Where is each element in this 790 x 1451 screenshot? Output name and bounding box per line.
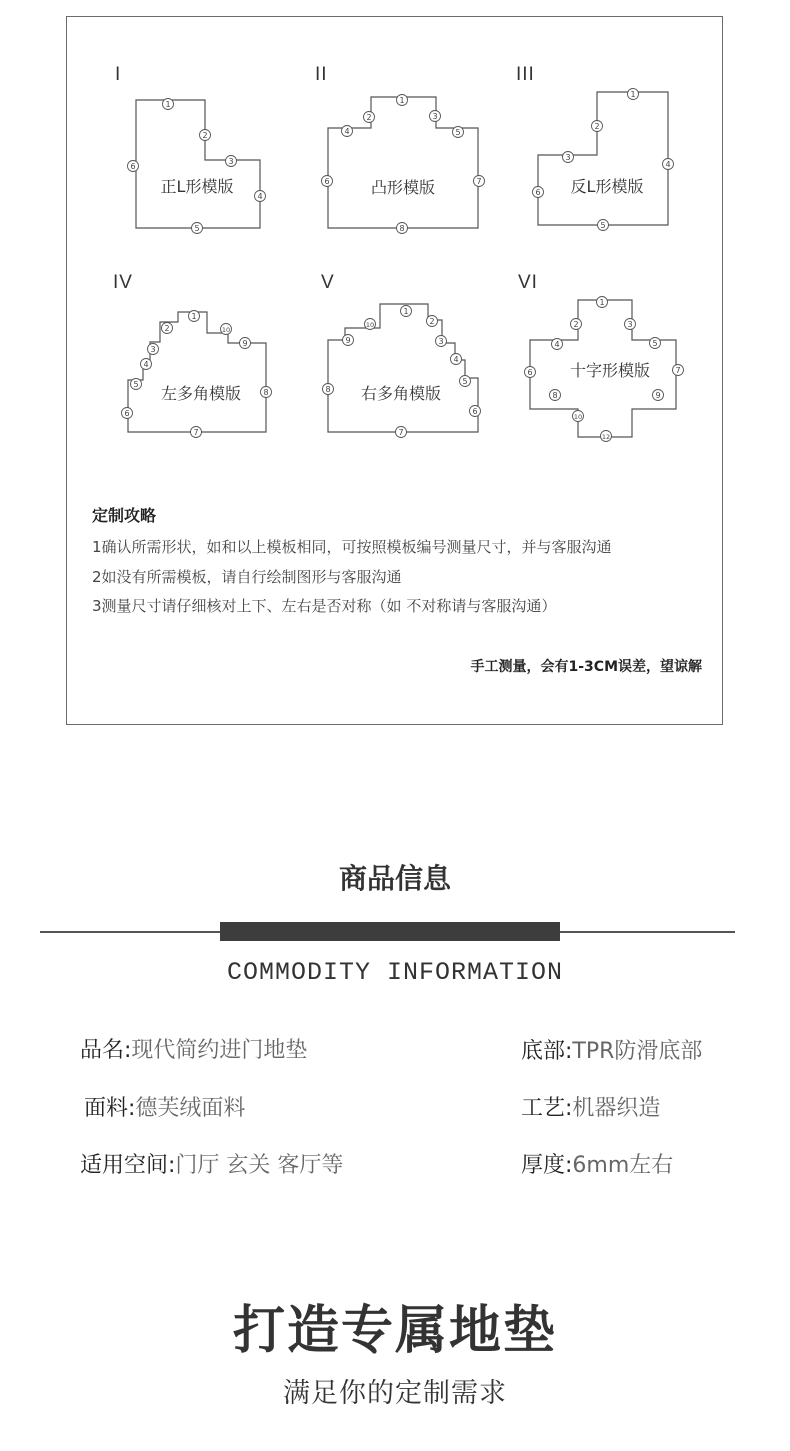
template-3-edge-label: 5 (600, 221, 606, 230)
template-6-edge-label: 10 (573, 413, 583, 421)
template-6-edge-label: 2 (573, 320, 579, 329)
template-6-edge-label: 12 (601, 433, 611, 441)
template-5-edge-label: 9 (345, 336, 351, 345)
template-2-edge-label: 6 (324, 177, 330, 186)
template-numeral-5: V (321, 272, 335, 293)
info-value: TPR防滑底部 (572, 1039, 703, 1064)
template-6-edge-label: 9 (655, 391, 661, 400)
template-2-edge-label: 7 (476, 177, 482, 186)
template-5-edge-label: 4 (453, 355, 459, 364)
template-3-edge-label: 1 (630, 90, 636, 99)
template-5-edge-label: 1 (403, 307, 409, 316)
measurement-note: 手工测量，会有1-3CM误差，望谅解 (470, 659, 702, 675)
template-4-edge-label: 5 (133, 380, 139, 389)
template-5-edge-label: 6 (472, 407, 478, 416)
guide-step-1: 1确认所需形状，如和以上模板相同，可按照模板编号测量尺寸，并与客服沟通 (92, 538, 612, 556)
info-craft (521, 1091, 660, 1122)
section-title: 商品信息 (338, 862, 451, 895)
template-6-edge-label: 8 (552, 391, 558, 400)
template-6-edge-label: 3 (627, 320, 633, 329)
template-1-edge-label: 2 (202, 131, 208, 140)
template-4-edge-label: 10 (221, 326, 231, 334)
info-value: 6mm左右 (572, 1153, 674, 1178)
template-2-edge-label: 2 (366, 113, 372, 122)
template-6-name: 十字形模版 (569, 361, 651, 380)
template-6-edge-label: 6 (527, 368, 533, 377)
template-2-edge-label: 5 (455, 128, 461, 137)
info-label: 厚度: (521, 1153, 573, 1178)
info-label: 工艺: (521, 1096, 573, 1121)
info-label: 品名: (80, 1038, 132, 1063)
guide-title: 定制攻略 (92, 506, 157, 525)
template-numeral-3: III (516, 64, 535, 85)
template-5-name: 右多角模版 (360, 384, 442, 403)
info-value: 现代简约进门地垫 (131, 1038, 308, 1063)
template-4-name: 左多角模版 (160, 384, 242, 403)
info-bottom (521, 1034, 702, 1065)
template-4-edge-label: 9 (242, 339, 248, 348)
template-3-edge-label: 4 (665, 160, 671, 169)
template-5-edge-label: 5 (462, 377, 468, 386)
template-6-edge-label: 4 (554, 340, 560, 349)
template-6-edge-label: 5 (652, 339, 658, 348)
template-1-edge-label: 1 (165, 100, 171, 109)
guide-step-3: 3测量尺寸请仔细核对上下、左右是否对称（如 不对称请与客服沟通） (92, 597, 557, 615)
template-1-edge-label: 5 (194, 224, 200, 233)
template-1-name: 正L形模版 (160, 177, 234, 196)
template-2-edge-label: 8 (399, 224, 405, 233)
template-4-edge-label: 2 (164, 324, 170, 333)
template-6-edge-label: 1 (599, 298, 605, 307)
divider-bar (220, 922, 560, 941)
template-numeral-2: II (315, 64, 328, 85)
section-subtitle: COMMODITY INFORMATION (226, 958, 564, 987)
info-label: 适用空间: (80, 1153, 176, 1178)
template-5-edge-label: 3 (438, 337, 444, 346)
template-3-name: 反L形模版 (570, 177, 644, 196)
info-thickness (521, 1148, 673, 1179)
info-label: 底部: (521, 1039, 573, 1064)
template-5-edge-label: 2 (429, 317, 435, 326)
template-2-edge-label: 3 (432, 112, 438, 121)
template-4-edge-label: 3 (150, 345, 156, 354)
template-2-name: 凸形模版 (370, 178, 436, 197)
template-3-edge-label: 6 (535, 188, 541, 197)
template-2-edge-label: 1 (399, 96, 405, 105)
template-4-edge-label: 8 (263, 388, 269, 397)
info-fabric (84, 1091, 245, 1122)
info-value: 德芙绒面料 (135, 1096, 246, 1121)
guide-step-2: 2如没有所需模板，请自行绘制图形与客服沟通 (92, 568, 402, 586)
template-5-edge-label: 10 (365, 321, 375, 329)
template-4-edge-label: 1 (191, 312, 197, 321)
promo-subtitle: 满足你的定制需求 (283, 1378, 507, 1409)
template-6-edge-label: 7 (675, 366, 681, 375)
template-5-edge-label: 7 (398, 428, 404, 437)
template-3-edge-label: 3 (565, 153, 571, 162)
template-1-edge-label: 6 (130, 162, 136, 171)
info-value: 门厅 玄关 客厅等 (175, 1153, 344, 1178)
template-5-edge-label: 8 (325, 385, 331, 394)
template-4-edge-label: 7 (193, 428, 199, 437)
template-1-edge-label: 4 (257, 192, 263, 201)
template-4-edge-label: 4 (143, 360, 149, 369)
template-4-edge-label: 6 (124, 409, 130, 418)
template-1-edge-label: 3 (228, 157, 234, 166)
template-numeral-1: I (115, 64, 122, 85)
template-numeral-4: IV (113, 272, 133, 293)
info-space (80, 1148, 343, 1179)
promo-title: 打造专属地垫 (232, 1301, 557, 1361)
info-product-name (80, 1033, 307, 1064)
info-value: 机器织造 (572, 1096, 661, 1121)
template-2-edge-label: 4 (344, 127, 350, 136)
info-label: 面料: (84, 1096, 136, 1121)
template-names (0, 0, 790, 480)
template-numeral-6: VI (518, 272, 538, 293)
template-3-edge-label: 2 (594, 122, 600, 131)
